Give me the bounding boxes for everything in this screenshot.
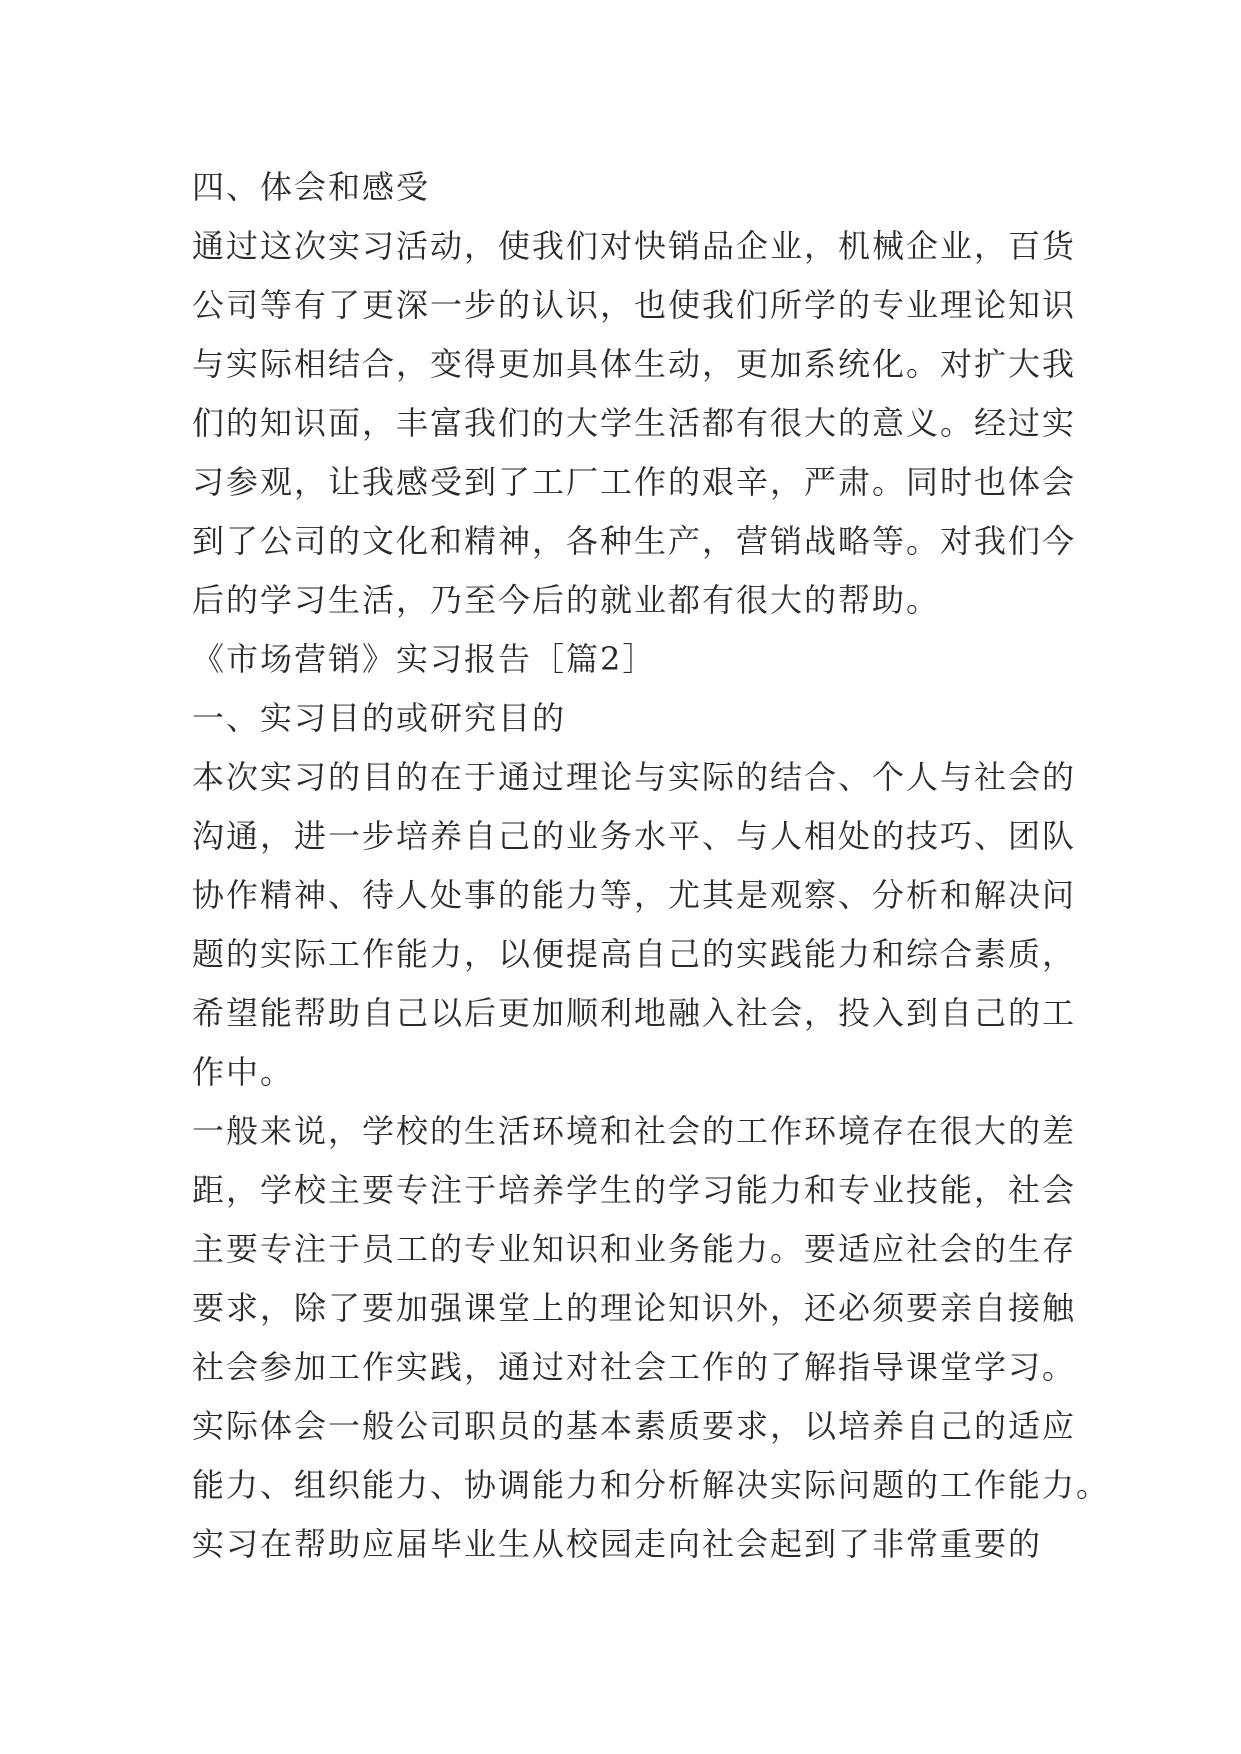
report-title: 《市场营销》实习报告［篇2］ <box>192 640 657 678</box>
paragraph-line: 题的实际工作能力，以便提高自己的实践能力和综合素质， <box>192 935 1077 973</box>
paragraph-line: 社会参加工作实践，通过对社会工作的了解指导课堂学习。 <box>192 1348 1077 1386</box>
section-heading-purpose: 一、实习目的或研究目的 <box>192 699 567 737</box>
paragraph-line: 后的学习生活，乃至今后的就业都有很大的帮助。 <box>192 581 941 619</box>
paragraph-line: 与实际相结合，变得更加具体生动，更加系统化。对扩大我 <box>192 345 1077 383</box>
paragraph-line: 实习在帮助应届毕业生从校园走向社会起到了非常重要的 <box>192 1525 1043 1563</box>
paragraph-line: 作中。 <box>192 1053 295 1091</box>
paragraph-line: 公司等有了更深一步的认识，也使我们所学的专业理论知识 <box>192 286 1077 324</box>
section-heading-reflection: 四、体会和感受 <box>192 168 431 206</box>
paragraph-line: 一般来说，学校的生活环境和社会的工作环境存在很大的差 <box>192 1112 1077 1150</box>
paragraph-line: 距，学校主要专注于培养学生的学习能力和专业技能，社会 <box>192 1171 1077 1209</box>
paragraph-line: 协作精神、待人处事的能力等，尤其是观察、分析和解决问 <box>192 876 1077 914</box>
paragraph-line: 本次实习的目的在于通过理论与实际的结合、个人与社会的 <box>192 758 1077 796</box>
paragraph-line: 习参观，让我感受到了工厂工作的艰辛，严肃。同时也体会 <box>192 463 1077 501</box>
paragraph-line: 希望能帮助自己以后更加顺利地融入社会，投入到自己的工 <box>192 994 1077 1032</box>
document-body <box>192 158 1111 1574</box>
paragraph-line: 们的知识面，丰富我们的大学生活都有很大的意义。经过实 <box>192 404 1077 442</box>
paragraph-line: 能力、组织能力、协调能力和分析解决实际问题的工作能力。 <box>192 1466 1111 1504</box>
paragraph-line: 要求，除了要加强课堂上的理论知识外，还必须要亲自接触 <box>192 1289 1077 1327</box>
paragraph-line: 通过这次实习活动，使我们对快销品企业，机械企业，百货 <box>192 227 1077 265</box>
paragraph-line: 主要专注于员工的专业知识和业务能力。要适应社会的生存 <box>192 1230 1077 1268</box>
paragraph-line: 到了公司的文化和精神，各种生产，营销战略等。对我们今 <box>192 522 1077 560</box>
paragraph-line: 实际体会一般公司职员的基本素质要求，以培养自己的适应 <box>192 1407 1077 1445</box>
paragraph-line: 沟通，进一步培养自己的业务水平、与人相处的技巧、团队 <box>192 817 1077 855</box>
